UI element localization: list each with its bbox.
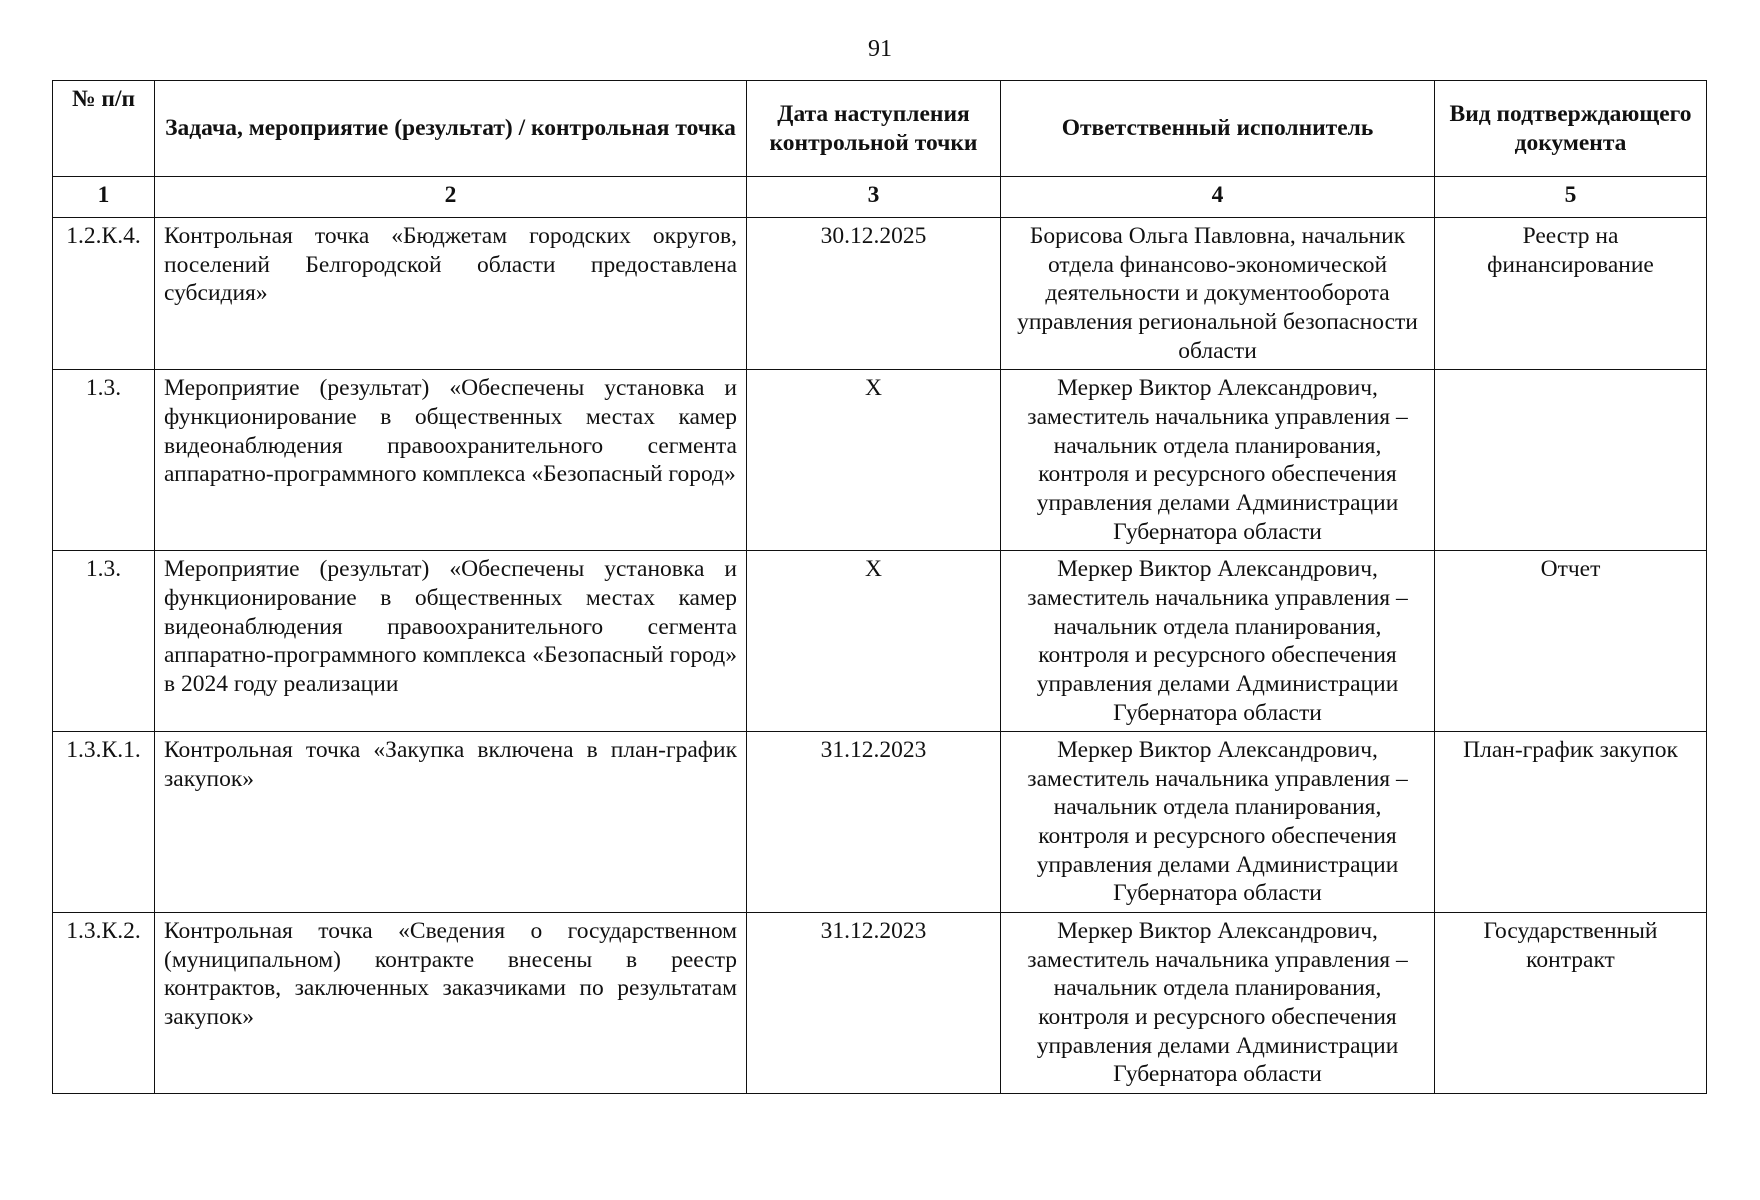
table-row [53,218,1707,370]
row-responsible: Борисова Ольга Павловна, начальник отдела финансово-экономической деятельности и документооборота управления региональной безопасности области [1001,218,1435,370]
header-responsible: Ответственный исполнитель [1001,81,1435,177]
row-task: Контрольная точка «Сведения о государственном (муниципальном) контракте внесены в реестр контрактов, заключенных заказчиками по результатам закупок» [155,913,747,1094]
table-row [53,370,1707,551]
row-task: Контрольная точка «Бюджетам городских округов, поселений Белгородской области предоставлена субсидия» [155,218,747,370]
header-date: Дата наступления контрольной точки [747,81,1001,177]
column-number: 1 [53,177,155,218]
row-number: 1.3.К.1. [53,732,155,913]
table-header-row [53,81,1707,177]
row-number: 1.2.К.4. [53,218,155,370]
row-date: Х [747,370,1001,551]
row-document-type: Отчет [1435,551,1707,732]
row-date: 30.12.2025 [747,218,1001,370]
row-task: Мероприятие (результат) «Обеспечены установка и функционирование в общественных местах камер видеонаблюдения правоохранительного сегмента аппаратно-программного комплекса «Безопасный город» [155,370,747,551]
row-document-type: Реестр на финансирование [1435,218,1707,370]
row-document-type: Государственный контракт [1435,913,1707,1094]
page-number: 91 [868,36,892,62]
control-points-table [52,80,1707,1094]
row-document-type: План-график закупок [1435,732,1707,913]
row-responsible: Меркер Виктор Александрович, заместитель начальника управления – начальник отдела планирования, контроля и ресурсного обеспечения управления делами Администрации Губернатора области [1001,732,1435,913]
row-date: 31.12.2023 [747,913,1001,1094]
row-task: Контрольная точка «Закупка включена в план-график закупок» [155,732,747,913]
row-number: 1.3. [53,370,155,551]
row-responsible: Меркер Виктор Александрович, заместитель начальника управления – начальник отдела планирования, контроля и ресурсного обеспечения управления делами Администрации Губернатора области [1001,913,1435,1094]
row-date: Х [747,551,1001,732]
column-number: 5 [1435,177,1707,218]
row-document-type [1435,370,1707,551]
table-row [53,551,1707,732]
header-document-type: Вид подтверждающего документа [1435,81,1707,177]
header-number: № п/п [53,81,155,177]
row-responsible: Меркер Виктор Александрович, заместитель начальника управления – начальник отдела планирования, контроля и ресурсного обеспечения управления делами Администрации Губернатора области [1001,551,1435,732]
column-number: 2 [155,177,747,218]
row-date: 31.12.2023 [747,732,1001,913]
table-row [53,913,1707,1094]
row-responsible: Меркер Виктор Александрович, заместитель начальника управления – начальник отдела планирования, контроля и ресурсного обеспечения управления делами Администрации Губернатора области [1001,370,1435,551]
column-number-row [53,177,1707,218]
column-number: 3 [747,177,1001,218]
header-task: Задача, мероприятие (результат) / контрольная точка [155,81,747,177]
row-number: 1.3. [53,551,155,732]
row-task: Мероприятие (результат) «Обеспечены установка и функционирование в общественных местах камер видеонаблюдения правоохранительного сегмента аппаратно-программного комплекса «Безопасный город» в 2024 году реализации [155,551,747,732]
row-number: 1.3.К.2. [53,913,155,1094]
table-row [53,732,1707,913]
column-number: 4 [1001,177,1435,218]
